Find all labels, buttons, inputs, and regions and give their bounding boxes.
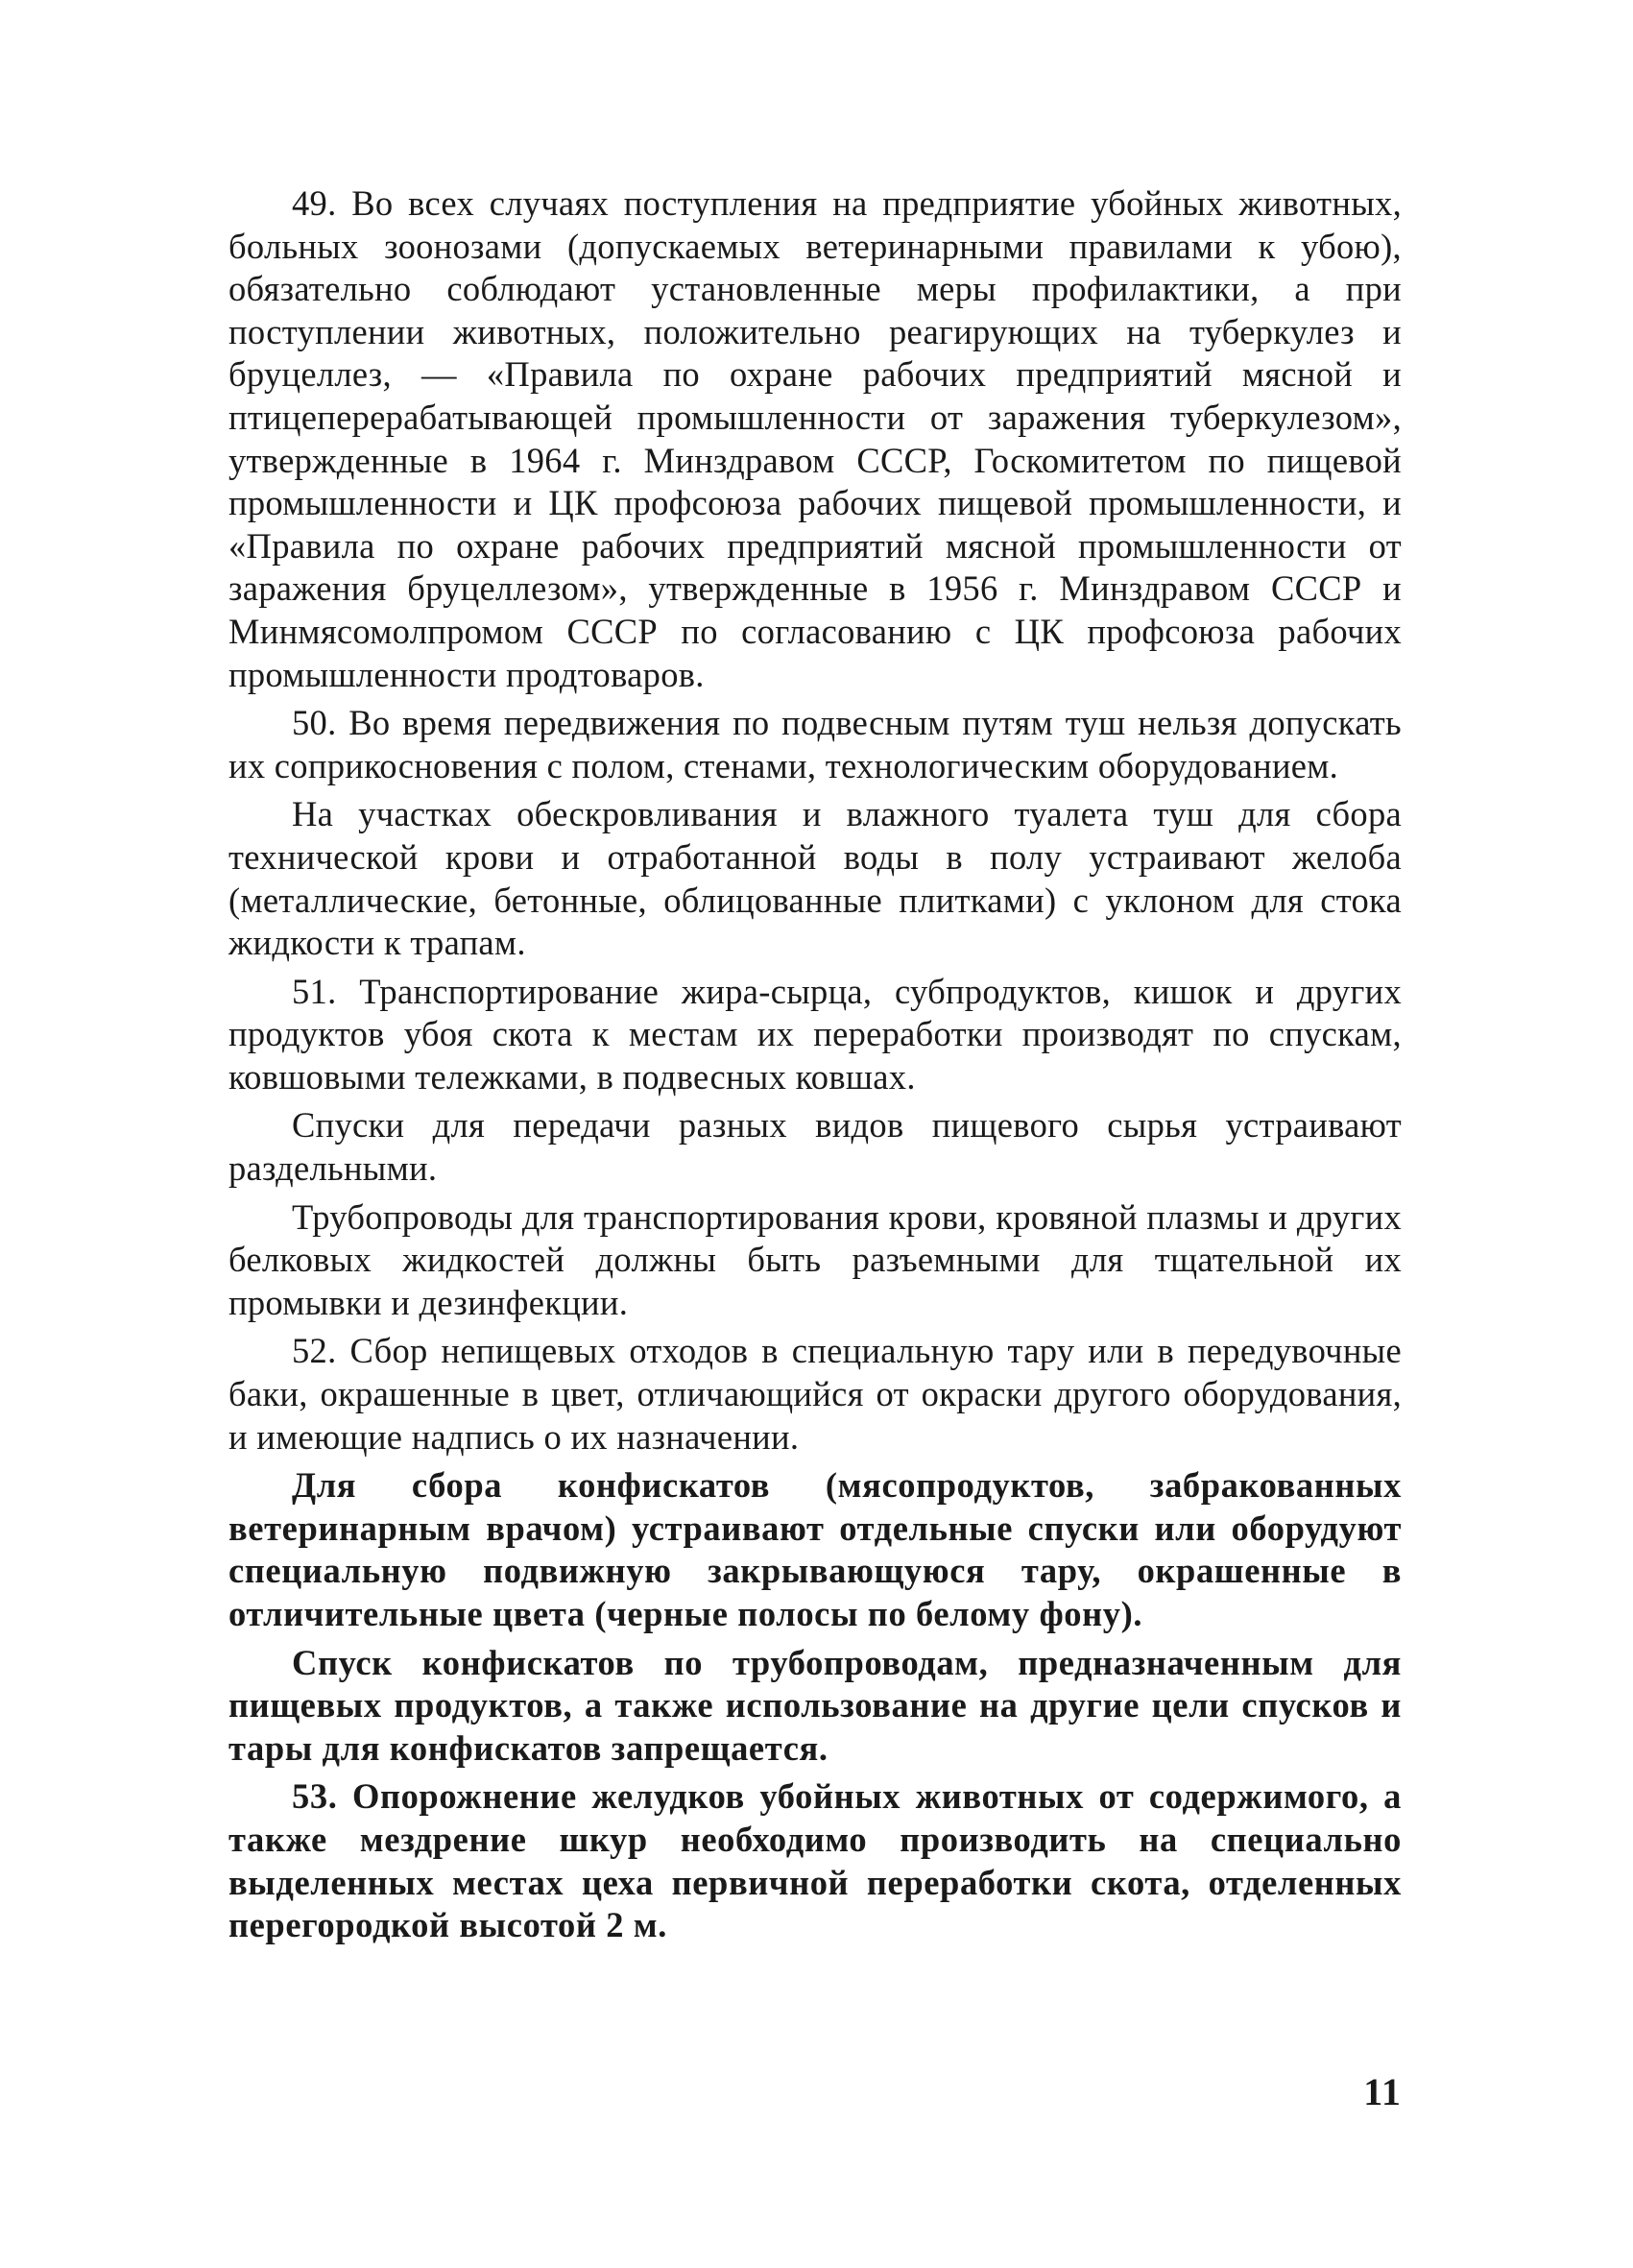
paragraph-52: 52. Сбор непищевых отходов в специальную тару или в передувочные баки, окрашенные в цвет, отличающийся от окраски другого оборудования, и имеющие надпись о их назначении.	[228, 1331, 1402, 1457]
paragraph-49: 49. Во всех случаях поступления на предприятие убойных животных, больных зоонозами (допускаемых ветеринарными правилами к убою), обязательно соблюдают установленные меры профилактики, а при поступлении животных, положительно реагирующих на туберкулез и бруцеллез, — «Правила по охране рабочих предприятий мясной и птицеперерабатывающей промышленности от заражения туберкулезом», утвержденные в 1964 г. Минздравом СССР, Госкомитетом по пищевой промышленности и ЦК профсоюза рабочих пищевой промышленности, и «Правила по охране рабочих предприятий мясной промышленности от заражения бруцеллезом», утвержденные в 1956 г. Минздравом СССР и Минмясомолпромом СССР по согласованию с ЦК профсоюза рабочих промышленности продтоваров.	[228, 183, 1402, 694]
page-number: 11	[1363, 2070, 1402, 2113]
paragraph-50-drainage: На участках обескровливания и влажного туалета туш для сбора технической крови и отработанной воды в полу устраивают желоба (металлические, бетонные, облицованные плитками) с уклоном для стока жидкости к трапам.	[228, 794, 1402, 963]
document-page	[228, 182, 1402, 2151]
paragraph-51: 51. Транспортирование жира-сырца, субпродуктов, кишок и других продуктов убоя скота к местам их переработки производят по спускам, ковшовыми тележками, в подвесных ковшах.	[228, 971, 1402, 1097]
paragraph-51-pipelines: Трубопроводы для транспортирования крови, кровяной плазмы и других белковых жидкостей должны быть разъемными для тщательной их промывки и дезинфекции.	[228, 1196, 1402, 1322]
paragraph-52-confiscates: Для сбора конфискатов (мясопродуктов, забракованных ветеринарным врачом) устраивают отдельные спуски или оборудуют специальную подвижную закрывающуюся тару, окрашенные в отличительные цвета (черные полосы по белому фону).	[228, 1465, 1402, 1633]
paragraph-50: 50. Во время передвижения по подвесным путям туш нельзя допускать их соприкосновения с полом, стенами, технологическим оборудованием.	[228, 703, 1402, 785]
paragraph-53: 53. Опорожнение желудков убойных животных от содержимого, а также мездрение шкур необходимо производить на специально выделенных местах цеха первичной переработки скота, отделенных перегородкой высотой 2 м.	[228, 1776, 1402, 1945]
paragraph-51-chutes: Спуски для передачи разных видов пищевого сырья устраивают раздельными.	[228, 1105, 1402, 1189]
paragraph-52-prohibition: Спуск конфискатов по трубопроводам, предназначенным для пищевых продуктов, а также использование на другие цели спусков и тары для конфискатов запрещается.	[228, 1642, 1402, 1768]
